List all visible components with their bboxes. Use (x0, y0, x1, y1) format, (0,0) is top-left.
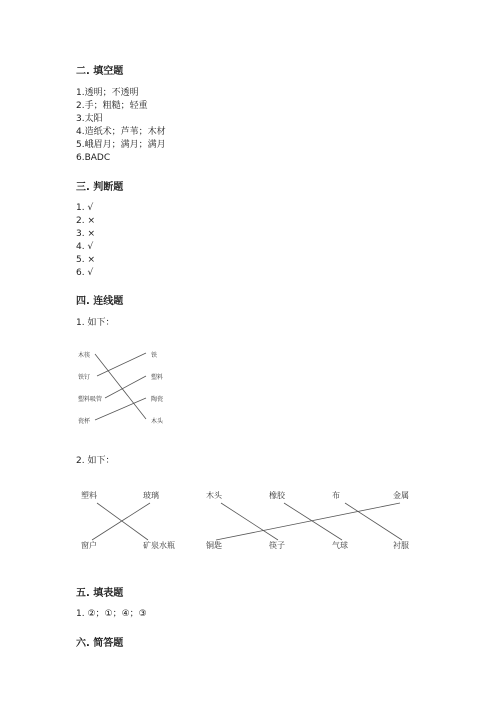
match-line (284, 503, 342, 540)
match1-left-item: 木筷 (78, 352, 91, 359)
match-line (221, 503, 278, 540)
match1-right-item: 塑料 (151, 374, 164, 381)
section-heading-fill-blank: 二. 填空题 (76, 66, 124, 77)
match1-left-item: 瓷杯 (78, 418, 91, 425)
match1-left-item: 铁钉 (78, 374, 91, 381)
answer-line: 2.手；粗糙；轻重 (76, 101, 148, 111)
match2-top-item: 木头 (206, 491, 222, 500)
answer-line: 1.透明；不透明 (76, 88, 139, 98)
match2-top-item: 玻璃 (143, 491, 159, 500)
answer-line: 3.太阳 (76, 114, 103, 124)
answer-line: 1. √ (76, 203, 94, 213)
question-label: 1. 如下： (76, 318, 115, 328)
match-line (216, 503, 400, 540)
question-label: 2. 如下： (76, 456, 115, 466)
section-heading-short-answer: 六. 简答题 (76, 638, 124, 649)
match2-bottom-item: 气球 (332, 541, 348, 550)
answer-line: 4.造纸术；芦苇；木材 (76, 127, 166, 137)
answer-line: 5.峨眉月；满月；满月 (76, 140, 166, 150)
match2-top-item: 塑料 (81, 491, 97, 500)
answer-line: 6.BADC (76, 153, 111, 163)
answer-line: 6. √ (76, 268, 94, 278)
answer-line: 3. × (76, 229, 95, 239)
match-line (97, 503, 148, 540)
match2-bottom-item: 筷子 (269, 541, 285, 550)
section-heading-matching: 四. 连线题 (76, 296, 124, 307)
section-heading-true-false: 三. 判断题 (76, 182, 124, 193)
answer-line: 4. √ (76, 242, 94, 252)
match2-bottom-item: 窗户 (81, 541, 97, 550)
match-line (92, 503, 150, 540)
match2-top-item: 金属 (393, 491, 409, 500)
match2-bottom-item: 矿泉水瓶 (143, 541, 175, 550)
match2-top-item: 布 (332, 491, 340, 500)
match2-top-item: 橡胶 (269, 491, 285, 500)
section-heading-table: 五. 填表题 (76, 588, 124, 599)
match1-left-item: 塑料吸管 (78, 396, 103, 403)
match2-bottom-item: 铜匙 (206, 541, 222, 550)
match1-right-item: 铁 (151, 352, 158, 359)
match1-right-item: 陶瓷 (151, 396, 164, 403)
answer-line: 1. ②；①；④；③ (76, 609, 147, 619)
match2-bottom-item: 衬服 (393, 541, 409, 550)
answer-line: 5. × (76, 255, 95, 265)
answer-line: 2. × (76, 216, 95, 226)
match1-right-item: 木头 (151, 418, 164, 425)
